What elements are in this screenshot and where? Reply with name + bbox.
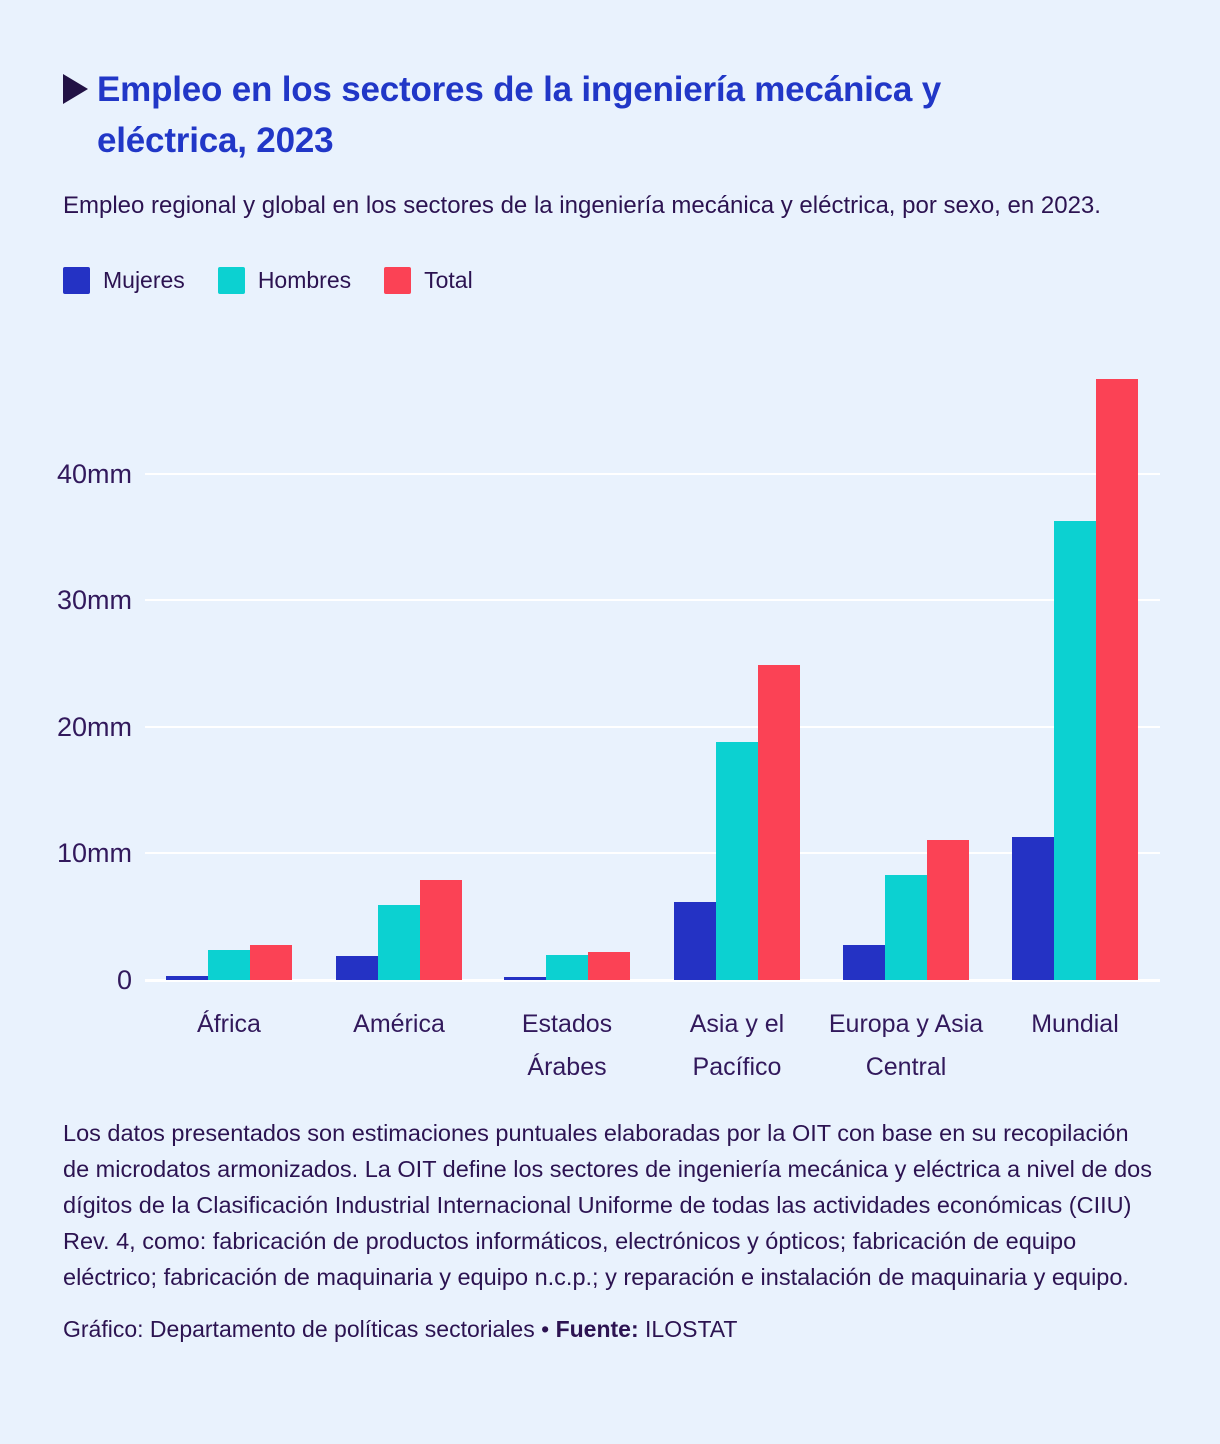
bar-group — [166, 331, 292, 980]
legend-item-hombres — [218, 267, 351, 294]
methodology-note: Los datos presentados son estimaciones puntuales elaboradas por la OIT con base en su recopilación de microdatos armonizados. La OIT define los sectores de ingeniería mecánica y eléctrica a nivel de dos dígitos de la Clasificación Industrial Internacional Uniforme de todas las actividades económicas (CIIU) Rev. 4, como: fabricación de productos informáticos, electrónicos y ópticos; fabricación de equipo eléctrico; fabricación de maquinaria y equipo n.c.p.; y reparación e instalación de maquinaria y equipo. — [63, 1119, 1152, 1290]
bar-mujeres — [504, 977, 546, 980]
bar-hombres — [885, 875, 927, 980]
credit-line — [63, 1312, 1160, 1346]
bar-group — [674, 331, 800, 980]
bar-mujeres — [1012, 837, 1054, 980]
gridline — [145, 599, 1160, 601]
title-row — [63, 64, 1160, 167]
gridline — [145, 726, 1160, 728]
bar-total — [250, 945, 292, 980]
y-tick-label: 40mm — [56, 458, 132, 489]
y-tick-label: 20mm — [56, 711, 132, 742]
bar-mujeres — [674, 902, 716, 980]
bar-group — [504, 331, 630, 980]
bar-hombres — [1054, 521, 1096, 980]
x-axis-label: Asia y el Pacífico — [689, 1009, 785, 1081]
bar-total — [927, 840, 969, 980]
play-triangle-icon — [63, 74, 88, 104]
bar-mujeres — [336, 956, 378, 980]
y-tick-label: 10mm — [56, 838, 132, 869]
credit-prefix: Gráfico: Departamento de políticas sectoriales — [63, 1315, 535, 1342]
x-axis-label: África — [197, 1009, 261, 1038]
bar-group — [336, 331, 462, 980]
y-tick-label: 30mm — [56, 585, 132, 616]
legend — [63, 267, 1220, 294]
bar-total — [420, 880, 462, 980]
gridline — [145, 852, 1160, 854]
bar-mujeres — [166, 976, 208, 980]
legend-swatch-hombres — [218, 267, 245, 294]
source-label: Fuente: — [555, 1315, 639, 1342]
bar-group — [1012, 331, 1138, 980]
footer — [63, 1115, 1160, 1346]
legend-item-total — [384, 267, 473, 294]
legend-label: Hombres — [257, 266, 352, 293]
page-subtitle: Empleo regional y global en los sectores de la ingeniería mecánica y eléctrica, por sexo, en 2023. — [63, 191, 1101, 219]
bar-hombres — [378, 905, 420, 980]
bar-hombres — [208, 950, 250, 980]
x-axis-label: América — [353, 1009, 445, 1038]
legend-label: Total — [424, 266, 473, 293]
legend-item-mujeres — [63, 267, 185, 294]
bar-hombres — [716, 742, 758, 980]
bar-total — [758, 665, 800, 980]
legend-swatch-mujeres — [63, 267, 90, 294]
x-axis-label: Estados Árabes — [521, 1009, 613, 1081]
bar-group — [843, 331, 969, 980]
bar-chart — [0, 331, 1220, 1091]
legend-swatch-total — [384, 267, 411, 294]
header — [0, 0, 1220, 224]
x-axis-label: Europa y Asia Central — [828, 1009, 984, 1081]
bar-total — [1096, 379, 1138, 980]
gridline — [145, 473, 1160, 475]
x-axis-line — [145, 979, 1160, 982]
credit-separator: • — [541, 1315, 550, 1342]
source-value: ILOSTAT — [645, 1315, 738, 1342]
page-title: Empleo en los sectores de la ingeniería mecánica y eléctrica, 2023 — [97, 70, 941, 161]
bar-mujeres — [843, 945, 885, 980]
y-tick-label: 0 — [116, 964, 132, 995]
bar-hombres — [546, 955, 588, 980]
x-axis-label: Mundial — [1031, 1009, 1119, 1038]
legend-label: Mujeres — [103, 266, 185, 293]
bar-total — [588, 952, 630, 980]
